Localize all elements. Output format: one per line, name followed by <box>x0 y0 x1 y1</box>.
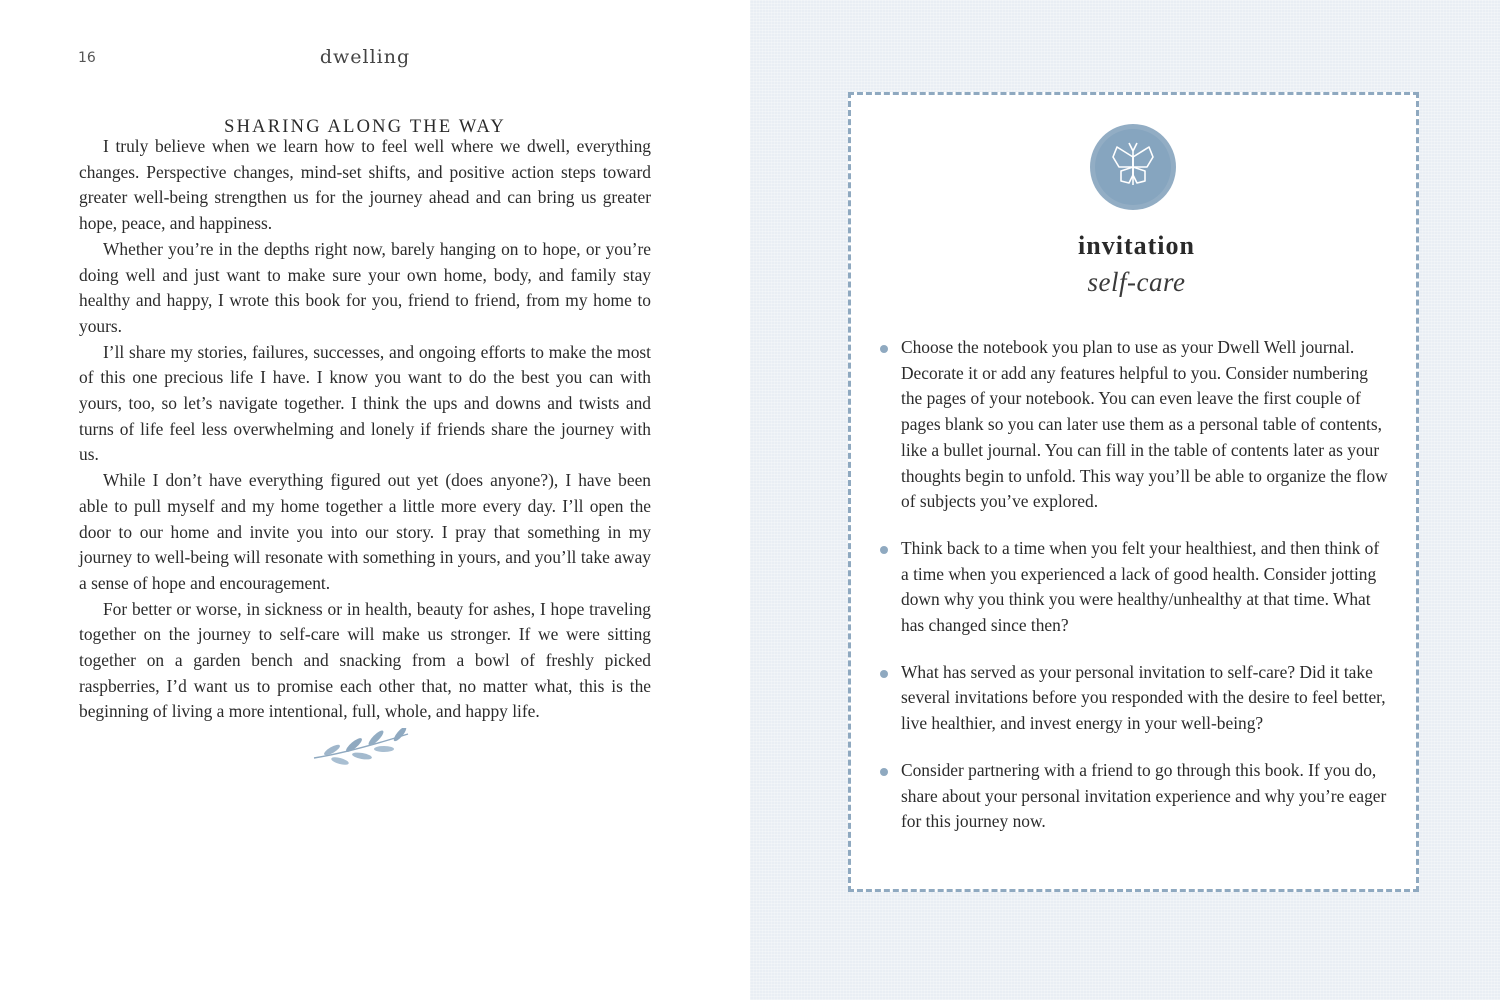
invitation-card <box>848 92 1419 892</box>
card-title: invitation <box>1078 231 1195 260</box>
page-number: 16 <box>78 50 96 66</box>
prompt-item <box>879 758 1389 835</box>
card-subtitle: self-care <box>1087 267 1186 297</box>
body-paragraph: Whether you’re in the depths right now, barely hanging on to hope, or you’re doing well and just want to make sure your own home, body, and family stay healthy and happy, I wrote this book for you, friend to friend, from my home to yours. <box>79 238 651 336</box>
bullet-icon <box>880 670 888 678</box>
prompt-item <box>879 335 1389 515</box>
body-paragraph: For better or worse, in sickness or in health, beauty for ashes, I hope traveling together on the journey to self-care will make us stronger. If we were sitting together on a garden bench and snacking from a bowl of freshly picked raspberries, I’d want us to promise each other that, no matter what, this is the beginning of living a more intentional, full, whole, and happy life. <box>79 598 651 722</box>
running-head: dwelling <box>319 46 411 68</box>
butterfly-icon <box>1087 121 1179 213</box>
bullet-icon <box>880 345 888 353</box>
prompt-text: What has served as your personal invitation to self-care? Did it take several invitations before you responded with the desire to feel better, live healthier, and invest energy in your well-being? <box>901 661 1386 734</box>
body-paragraph: While I don’t have everything figured out yet (does anyone?), I have been able to pull myself and my home together a little more every day. I’ll open the door to our home and invite you into our story. I pray that something in my journey to well-being will resonate with something in yours, and you’ll take away a sense of hope and encouragement. <box>79 470 651 593</box>
body-text <box>79 134 651 725</box>
leaf-sprig-icon <box>310 728 414 768</box>
prompt-list <box>879 335 1389 856</box>
prompt-item <box>879 536 1389 639</box>
body-paragraph: I’ll share my stories, failures, successes, and ongoing efforts to make the most of this one precious life I have. I know you want to do the best you can with yours, too, so let’s navigate together. I think the ups and downs and twists and turns of life feel less overwhelming and lonely if friends share the journey with us. <box>79 341 651 465</box>
prompt-item <box>879 660 1389 737</box>
bullet-icon <box>880 546 888 554</box>
body-paragraph: I truly believe when we learn how to feel well where we dwell, everything changes. Perspective changes, mind-set shifts, and positive action steps toward greater well-being strengthen us for the journey ahead and can bring us greater hope, peace, and happiness. <box>79 136 651 234</box>
section-title: SHARING ALONG THE WAY <box>224 117 506 138</box>
prompt-text: Consider partnering with a friend to go through this book. If you do, share about your personal invitation experience and why you’re eager for this journey now. <box>901 759 1387 832</box>
right-page <box>750 0 1500 1000</box>
bullet-icon <box>880 768 888 776</box>
prompt-text: Think back to a time when you felt your healthiest, and then think of a time when you experienced a lack of good health. Consider jotting down why you think you were healthy/unhealthy at that time. What has changed since then? <box>901 537 1380 636</box>
prompt-text: Choose the notebook you plan to use as your Dwell Well journal. Decorate it or add any features helpful to you. Consider numbering the pages of your notebook. You can even leave the first couple of pages blank so you can later use them as a personal table of contents, like a bullet journal. You can fill in the table of contents later as your thoughts begin to unfold. This way you’ll be able to organize the flow of subjects you’ve explored. <box>901 337 1388 512</box>
